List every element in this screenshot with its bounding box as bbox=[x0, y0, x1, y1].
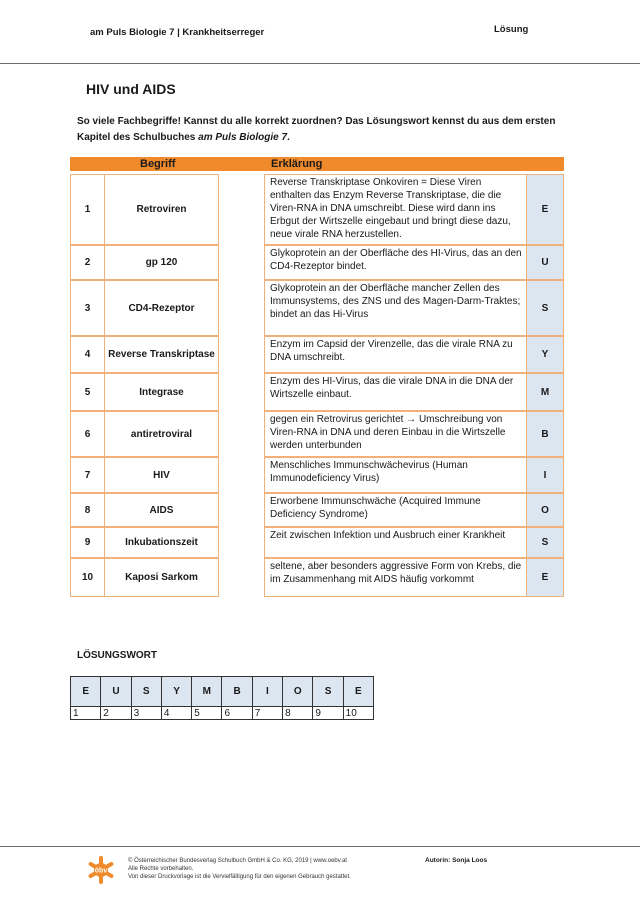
row-term: AIDS bbox=[149, 504, 174, 516]
row-letter: U bbox=[526, 246, 563, 279]
solution-letter-cell: S bbox=[313, 677, 343, 707]
row-number: 8 bbox=[71, 494, 105, 526]
row-term: Integrase bbox=[139, 386, 184, 398]
table-row-explanation bbox=[264, 373, 564, 411]
solution-number-cell: 8 bbox=[283, 707, 313, 720]
table-row-term bbox=[70, 527, 219, 558]
row-explanation: Zeit zwischen Infektion und Ausbruch einer Krankheit bbox=[270, 530, 506, 541]
solution-number-cell: 3 bbox=[131, 707, 161, 720]
table-row-term bbox=[70, 373, 219, 411]
table-row-term bbox=[70, 174, 219, 245]
row-number: 9 bbox=[71, 528, 105, 557]
solution-word-grid bbox=[70, 676, 374, 720]
row-number: 2 bbox=[71, 246, 105, 279]
solution-word-label: LÖSUNGSWORT bbox=[77, 650, 157, 661]
row-letter: E bbox=[526, 559, 563, 596]
row-number: 5 bbox=[71, 374, 105, 410]
table-row-explanation bbox=[264, 245, 564, 280]
intro-main: So viele Fachbegriffe! Kannst du alle korrekt zuordnen? Das Lösungswort kennst du aus dem ersten Kapitel des Schulbuches bbox=[77, 116, 556, 143]
row-number: 7 bbox=[71, 458, 105, 492]
footer-divider bbox=[0, 846, 640, 847]
table-row-explanation bbox=[264, 457, 564, 493]
solution-number-cell: 2 bbox=[101, 707, 131, 720]
solution-letters-row bbox=[71, 677, 374, 707]
table-row-explanation bbox=[264, 174, 564, 245]
solution-number-cell: 1 bbox=[71, 707, 101, 720]
row-number: 1 bbox=[71, 175, 105, 244]
table-row-explanation bbox=[264, 280, 564, 336]
row-explanation: Enzym im Capsid der Virenzelle, das die virale RNA zu DNA umschreibt. bbox=[270, 339, 513, 363]
table-row-explanation bbox=[264, 336, 564, 373]
solution-letter-cell: Y bbox=[161, 677, 191, 707]
header-solution-label: Lösung bbox=[494, 24, 529, 35]
row-explanation: Menschliches Immunschwächevirus (Human Immunodeficiency Virus) bbox=[270, 460, 468, 484]
row-term: Inkubationszeit bbox=[125, 537, 198, 548]
row-term: antiretroviral bbox=[130, 428, 193, 440]
solution-numbers-row bbox=[71, 707, 374, 720]
row-letter: I bbox=[526, 458, 563, 492]
table-row-term bbox=[70, 336, 219, 373]
publisher-logo-icon bbox=[86, 855, 116, 885]
solution-number-cell: 6 bbox=[222, 707, 252, 720]
solution-number-cell: 7 bbox=[252, 707, 282, 720]
header-divider bbox=[0, 63, 640, 64]
solution-letter-cell: S bbox=[131, 677, 161, 707]
row-number: 10 bbox=[71, 559, 105, 596]
row-number: 3 bbox=[71, 281, 105, 335]
row-explanation: Glykoprotein an der Oberfläche des HI-Virus, das an den CD4-Rezeptor bindet. bbox=[270, 248, 522, 272]
intro-end: . bbox=[287, 132, 290, 143]
row-letter: B bbox=[526, 412, 563, 456]
footer-line-1: © Österreichischer Bundesverlag Schulbuch GmbH & Co. KG, 2019 | www.oebv.at bbox=[128, 858, 347, 864]
row-term: Reverse Transkriptase bbox=[108, 349, 215, 360]
column-header-term: Begriff bbox=[140, 158, 176, 170]
solution-number-cell: 5 bbox=[192, 707, 222, 720]
solution-number-cell: 4 bbox=[161, 707, 191, 720]
solution-letter-cell: B bbox=[222, 677, 252, 707]
row-explanation: Erworbene Immunschwäche (Acquired Immune Deficiency Syndrome) bbox=[270, 496, 481, 520]
row-term: Kaposi Sarkom bbox=[125, 572, 198, 583]
footer-copyright bbox=[128, 857, 351, 881]
solution-number-cell: 9 bbox=[313, 707, 343, 720]
row-explanation: Reverse Transkriptase Onkoviren = Diese Viren enthalten das Enzym Reverse Transkriptase, die die Viren-RNA in DNA umschreibt. Diese wird dann ins Erbgut der Wirtszelle eingebaut und bringt diese dazu, neue virale RNA herzustellen. bbox=[270, 177, 511, 240]
intro-text bbox=[77, 114, 567, 146]
solution-letter-cell: U bbox=[101, 677, 131, 707]
row-term: HIV bbox=[153, 469, 170, 481]
table-row-explanation bbox=[264, 493, 564, 527]
row-letter: E bbox=[526, 175, 563, 244]
table-row-explanation bbox=[264, 411, 564, 457]
table-row-term bbox=[70, 245, 219, 280]
header-title: am Puls Biologie 7 | Krankheitserreger bbox=[90, 27, 265, 38]
footer-author: Autorin: Sonja Loos bbox=[425, 857, 488, 864]
row-explanation: seltene, aber besonders aggressive Form von Krebs, die im Zusammenhang mit AIDS häufig vorkommt bbox=[270, 561, 522, 585]
row-explanation: gegen ein Retrovirus gerichtet → Umschreibung von Viren-RNA in DNA und deren Einbau in die Wirtszelle werden unterbunden bbox=[270, 414, 506, 451]
row-letter: S bbox=[526, 281, 563, 335]
row-number: 6 bbox=[71, 412, 105, 456]
table-row-explanation bbox=[264, 527, 564, 558]
solution-letter-cell: E bbox=[343, 677, 373, 707]
footer-line-2: Alle Rechte vorbehalten. bbox=[128, 866, 194, 872]
table-row-term bbox=[70, 558, 219, 597]
row-explanation: Enzym des HI-Virus, das die virale DNA in die DNA der Wirtszelle einbaut. bbox=[270, 376, 514, 400]
footer-line-3: Von dieser Druckvorlage ist die Vervielfältigung für den eigenen Gebrauch gestattet. bbox=[128, 874, 351, 880]
row-term: CD4-Rezeptor bbox=[128, 302, 195, 314]
solution-number-cell: 10 bbox=[343, 707, 373, 720]
solution-letter-cell: O bbox=[283, 677, 313, 707]
table-row-explanation bbox=[264, 558, 564, 597]
table-row-term bbox=[70, 280, 219, 336]
row-letter: S bbox=[526, 528, 563, 557]
table-row-term bbox=[70, 411, 219, 457]
logo-text: öbv bbox=[94, 867, 108, 875]
row-term: gp 120 bbox=[145, 257, 178, 268]
solution-letter-cell: I bbox=[252, 677, 282, 707]
intro-book-title: am Puls Biologie 7 bbox=[198, 132, 288, 143]
row-letter: Y bbox=[526, 337, 563, 372]
row-term: Retroviren bbox=[136, 204, 187, 215]
page-title: HIV und AIDS bbox=[86, 81, 176, 97]
column-header-explanation: Erklärung bbox=[271, 158, 323, 170]
row-letter: O bbox=[526, 494, 563, 526]
row-number: 4 bbox=[71, 337, 105, 372]
table-row-term bbox=[70, 493, 219, 527]
row-explanation: Glykoprotein an der Oberfläche mancher Zellen des Immunsystems, des ZNS und des Magen-Darm-Traktes; bindet an das Hi-Virus bbox=[270, 283, 521, 320]
solution-letter-cell: E bbox=[71, 677, 101, 707]
solution-letter-cell: M bbox=[192, 677, 222, 707]
table-row-term bbox=[70, 457, 219, 493]
row-letter: M bbox=[526, 374, 563, 410]
